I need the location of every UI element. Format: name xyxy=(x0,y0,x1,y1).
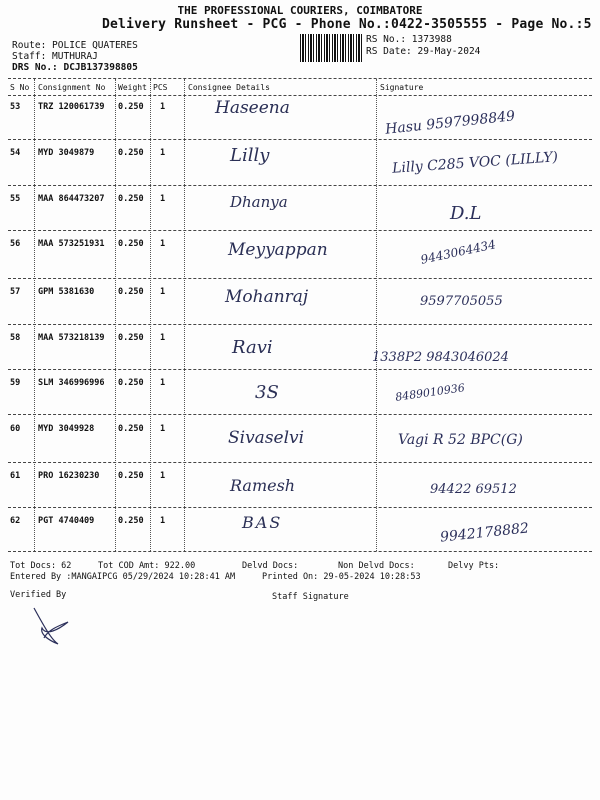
row-sno: 59 xyxy=(10,378,21,388)
row-pcs: 1 xyxy=(160,333,166,343)
row-weight: 0.250 xyxy=(118,102,144,112)
consignee-handwriting: Lilly xyxy=(230,145,270,166)
signature-mark: 94422 69512 xyxy=(430,482,517,497)
col-sno: S No xyxy=(10,83,30,92)
row-consignment: PRO 16230230 xyxy=(38,471,100,481)
table-bottom-divider xyxy=(8,551,592,552)
row-divider xyxy=(8,324,592,325)
row-weight: 0.250 xyxy=(118,378,144,388)
signature-mark: 9443064434 xyxy=(419,237,497,267)
rs-date: RS Date: 29-May-2024 xyxy=(366,46,481,57)
row-sno: 55 xyxy=(10,194,21,204)
row-consignment: MYD 3049928 xyxy=(38,424,95,434)
non-delivered-docs: Non Delvd Docs: xyxy=(338,561,415,571)
row-sno: 57 xyxy=(10,287,21,297)
col-separator xyxy=(184,79,185,551)
row-weight: 0.250 xyxy=(118,194,144,204)
consignee-handwriting: Ramesh xyxy=(230,476,296,495)
row-pcs: 1 xyxy=(160,194,166,204)
row-weight: 0.250 xyxy=(118,287,144,297)
col-consignee: Consignee Details xyxy=(188,83,270,92)
row-consignment: TRZ 120061739 xyxy=(38,102,105,112)
row-consignment: SLM 346996996 xyxy=(38,378,105,388)
consignee-handwriting: Sivaselvi xyxy=(228,428,305,448)
row-sno: 60 xyxy=(10,424,21,434)
row-pcs: 1 xyxy=(160,239,166,249)
row-pcs: 1 xyxy=(160,378,166,388)
row-sno: 54 xyxy=(10,148,21,158)
col-separator xyxy=(150,79,151,551)
consignee-handwriting: Haseena xyxy=(215,98,290,118)
row-weight: 0.250 xyxy=(118,471,144,481)
delivery-points: Delvy Pts: xyxy=(448,561,500,571)
row-sno: 58 xyxy=(10,333,21,343)
total-docs: Tot Docs: 62 xyxy=(10,561,72,571)
row-divider xyxy=(8,139,592,140)
col-consignment: Consignment No xyxy=(38,83,106,92)
row-weight: 0.250 xyxy=(118,239,144,249)
consignee-handwriting: Meyyappan xyxy=(228,240,328,260)
row-divider xyxy=(8,185,592,186)
verified-signature-mark xyxy=(28,600,78,650)
barcode-image xyxy=(300,34,362,62)
row-consignment: MAA 573251931 xyxy=(38,239,105,249)
total-cod-amount: Tot COD Amt: 922.00 xyxy=(98,561,196,571)
row-sno: 61 xyxy=(10,471,21,481)
row-consignment: MAA 573218139 xyxy=(38,333,105,343)
consignee-handwriting: Mohanraj xyxy=(225,287,309,307)
row-pcs: 1 xyxy=(160,471,166,481)
col-signature: Signature xyxy=(380,83,424,92)
row-consignment: GPM 5381630 xyxy=(38,287,95,297)
consignee-handwriting: Ravi xyxy=(232,337,273,358)
row-consignment: PGT 4740409 xyxy=(38,516,95,526)
row-pcs: 1 xyxy=(160,287,166,297)
signature-mark: Lilly C285 VOC (LILLY) xyxy=(391,149,559,177)
row-pcs: 1 xyxy=(160,148,166,158)
signature-mark: Vagi R 52 BPC(G) xyxy=(398,432,523,448)
row-divider xyxy=(8,414,592,415)
printed-on: Printed On: 29-05-2024 10:28:53 xyxy=(262,572,421,582)
row-consignment: MYD 3049879 xyxy=(38,148,95,158)
row-consignment: MAA 864473207 xyxy=(38,194,105,204)
drs-number: DRS No.: DCJB137398805 xyxy=(12,62,138,73)
table-top-divider xyxy=(8,78,592,79)
row-divider xyxy=(8,278,592,279)
row-divider xyxy=(8,369,592,370)
runsheet-title: Delivery Runsheet - PCG - Phone No.:0422-3505555 - Page No.:5 xyxy=(102,17,592,32)
table-header-divider xyxy=(8,95,592,96)
consignee-handwriting: BAS xyxy=(242,513,283,532)
route-label: Route: POLICE QUATERES xyxy=(12,40,138,51)
col-separator xyxy=(34,79,35,551)
row-pcs: 1 xyxy=(160,102,166,112)
row-divider xyxy=(8,462,592,463)
row-pcs: 1 xyxy=(160,516,166,526)
row-pcs: 1 xyxy=(160,424,166,434)
staff-signature-label: Staff Signature xyxy=(272,592,349,602)
col-separator xyxy=(376,79,377,551)
row-sno: 62 xyxy=(10,516,21,526)
col-pcs: PCS xyxy=(153,83,168,92)
row-sno: 56 xyxy=(10,239,21,249)
row-weight: 0.250 xyxy=(118,333,144,343)
signature-mark: 1338P2 9843046024 xyxy=(372,350,509,365)
rs-number: RS No.: 1373988 xyxy=(366,34,452,45)
signature-mark: Hasu 9597998849 xyxy=(384,108,516,138)
consignee-handwriting: Dhanya xyxy=(230,193,288,211)
row-weight: 0.250 xyxy=(118,424,144,434)
signature-mark: 9942178882 xyxy=(439,520,530,546)
row-weight: 0.250 xyxy=(118,516,144,526)
verified-by-label: Verified By xyxy=(10,590,67,600)
signature-mark: D.L xyxy=(450,203,482,224)
row-divider xyxy=(8,507,592,508)
row-sno: 53 xyxy=(10,102,21,112)
row-divider xyxy=(8,230,592,231)
signature-mark: 8489010936 xyxy=(394,381,466,404)
staff-label: Staff: MUTHURAJ xyxy=(12,51,98,62)
signature-mark: 9597705055 xyxy=(420,294,503,309)
row-weight: 0.250 xyxy=(118,148,144,158)
consignee-handwriting: 3S xyxy=(255,382,279,403)
col-separator xyxy=(115,79,116,551)
company-name: THE PROFESSIONAL COURIERS, COIMBATORE xyxy=(177,4,423,17)
delivered-docs: Delvd Docs: xyxy=(242,561,299,571)
entered-by: Entered By :MANGAIPCG 05/29/2024 10:28:41 AM xyxy=(10,572,236,582)
col-weight: Weight xyxy=(118,83,147,92)
